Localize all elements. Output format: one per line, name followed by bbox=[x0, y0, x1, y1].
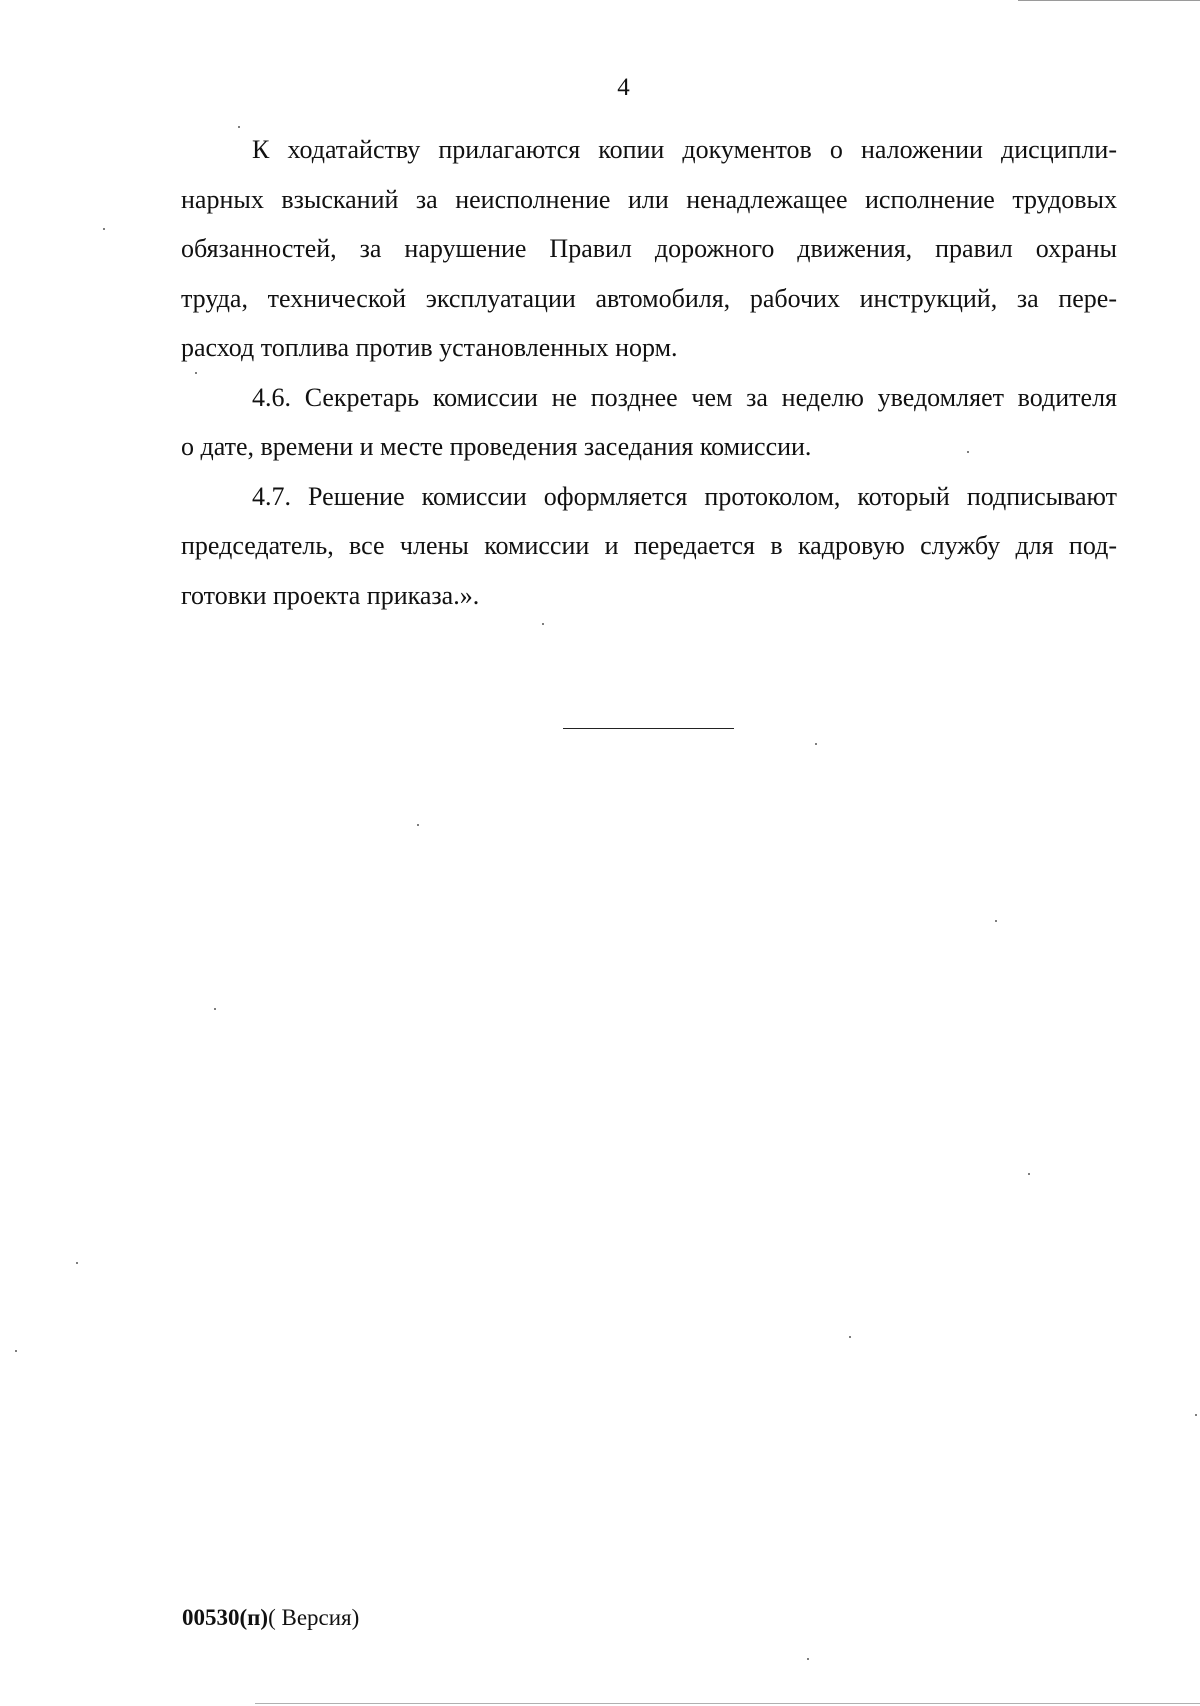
text-line: председатель, все члены комиссии и передается в кадровую службу для под- bbox=[181, 531, 1117, 560]
text-line: нарных взысканий за неисполнение или ненадлежащее исполнение трудовых bbox=[181, 184, 1117, 214]
scan-speck bbox=[815, 743, 817, 745]
scan-speck bbox=[1028, 1173, 1030, 1175]
scan-speck bbox=[849, 1336, 851, 1338]
text-line: 4.6. Секретарь комиссии не позднее чем за неделю уведомляет водителя bbox=[252, 382, 1117, 412]
scan-speck bbox=[807, 1658, 809, 1660]
scan-speck bbox=[15, 1350, 17, 1352]
scan-speck bbox=[103, 228, 105, 230]
text-line: готовки проекта приказа.». bbox=[181, 580, 480, 610]
scan-speck bbox=[238, 126, 240, 128]
scan-speck bbox=[417, 824, 419, 826]
scan-speck bbox=[1195, 1414, 1197, 1416]
paragraph-4-6 bbox=[181, 373, 1117, 472]
scan-speck bbox=[542, 623, 544, 625]
scan-edge-top bbox=[1018, 0, 1200, 1]
scan-speck bbox=[195, 372, 197, 374]
scan-speck bbox=[995, 920, 997, 922]
scan-speck bbox=[214, 1008, 216, 1010]
end-separator-line bbox=[563, 728, 734, 729]
document-code: 00530(п) bbox=[182, 1605, 269, 1630]
footer-document-code bbox=[182, 1604, 359, 1632]
scan-speck bbox=[76, 1262, 78, 1264]
paragraph-attachments bbox=[181, 125, 1117, 373]
text-line: труда, технической эксплуатации автомобиля, рабочих инструкций, за пере- bbox=[181, 283, 1117, 313]
text-line: К ходатайству прилагаются копии документов о наложении дисципли- bbox=[252, 135, 1117, 164]
text-line: о дате, времени и месте проведения заседания комиссии. bbox=[181, 432, 812, 461]
document-version: ( Версия) bbox=[268, 1605, 360, 1630]
text-line: обязанностей, за нарушение Правил дорожного движения, правил охраны bbox=[181, 234, 1117, 263]
body-text bbox=[181, 125, 1117, 620]
text-line: расход топлива против установленных норм. bbox=[181, 333, 678, 362]
page-number: 4 bbox=[617, 74, 630, 101]
scan-speck bbox=[967, 451, 969, 453]
text-line: 4.7. Решение комиссии оформляется протоколом, который подписывают bbox=[252, 481, 1117, 511]
scan-edge-bottom bbox=[255, 1703, 1200, 1704]
paragraph-4-7 bbox=[181, 472, 1117, 621]
